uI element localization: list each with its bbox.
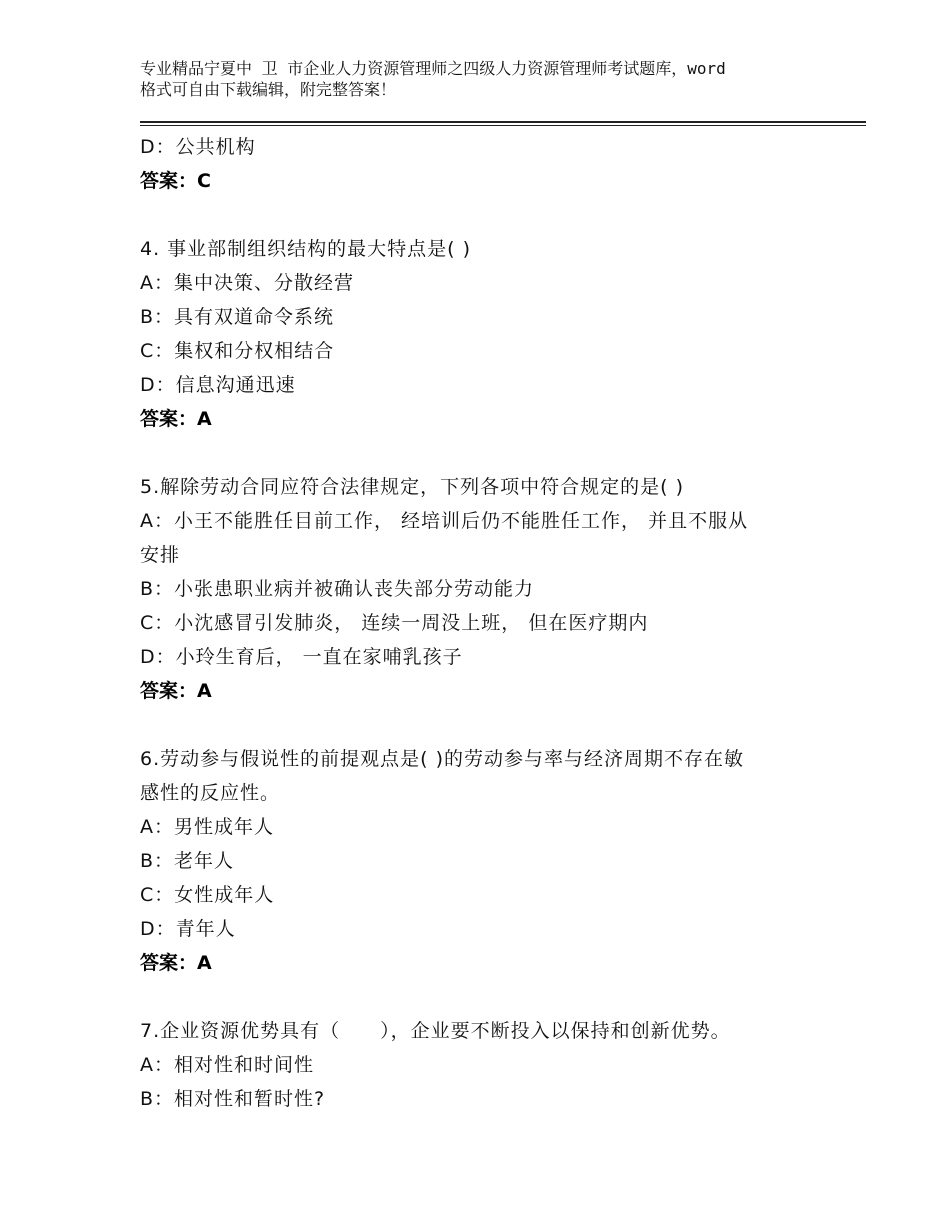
header-line-1: 专业精品宁夏中 卫 市企业人力资源管理师之四级人力资源管理师考试题库，word <box>140 59 726 78</box>
q4-option-d: D：信息沟通迅速 <box>140 374 296 396</box>
question-list <box>140 130 840 1116</box>
q3-option-d: D：公共机构 <box>140 136 256 158</box>
spacer <box>140 198 840 232</box>
document-header <box>140 58 840 100</box>
q4-option-b: B：具有双道命令系统 <box>140 306 335 328</box>
spacer <box>140 980 840 1014</box>
q3-answer: 答案：C <box>140 170 211 192</box>
q7-option-a: A：相对性和时间性 <box>140 1054 314 1076</box>
header-divider-thin <box>140 125 866 126</box>
q6-question-line-2: 感性的反应性。 <box>140 782 281 804</box>
q6-answer: 答案：A <box>140 952 212 974</box>
header-line-2: 格式可自由下载编辑，附完整答案！ <box>140 80 397 99</box>
q4-option-c: C：集权和分权相结合 <box>140 340 335 362</box>
q6-option-c: C：女性成年人 <box>140 884 275 906</box>
spacer <box>140 708 840 742</box>
q5-option-a-line-2: 安排 <box>140 544 181 566</box>
q5-option-b: B：小张患职业病并被确认丧失部分劳动能力 <box>140 578 535 600</box>
q6-question-line-1: 6.劳动参与假说性的前提观点是( )的劳动参与率与经济周期不存在敏 <box>140 748 744 770</box>
q5-option-c: C：小沈感冒引发肺炎， 连续一周没上班， 但在医疗期内 <box>140 612 649 634</box>
q4-question: 4. 事业部制组织结构的最大特点是( ) <box>140 238 472 260</box>
q6-option-b: B：老年人 <box>140 850 235 872</box>
q6-option-d: D：青年人 <box>140 918 236 940</box>
q6-option-a: A：男性成年人 <box>140 816 274 838</box>
q4-option-a: A：集中决策、分散经营 <box>140 272 354 294</box>
q7-question: 7.企业资源优势具有（ ），企业要不断投入以保持和创新优势。 <box>140 1020 731 1042</box>
header-divider-thick <box>140 121 866 123</box>
q5-option-a-line-1: A：小王不能胜任目前工作， 经培训后仍不能胜任工作， 并且不服从 <box>140 510 749 532</box>
q5-answer: 答案：A <box>140 680 212 702</box>
q5-question: 5.解除劳动合同应符合法律规定，下列各项中符合规定的是( ) <box>140 476 684 498</box>
q7-option-b: B：相对性和暂时性? <box>140 1088 326 1110</box>
q5-option-d: D：小玲生育后， 一直在家哺乳孩子 <box>140 646 463 668</box>
q4-answer: 答案：A <box>140 408 212 430</box>
spacer <box>140 436 840 470</box>
